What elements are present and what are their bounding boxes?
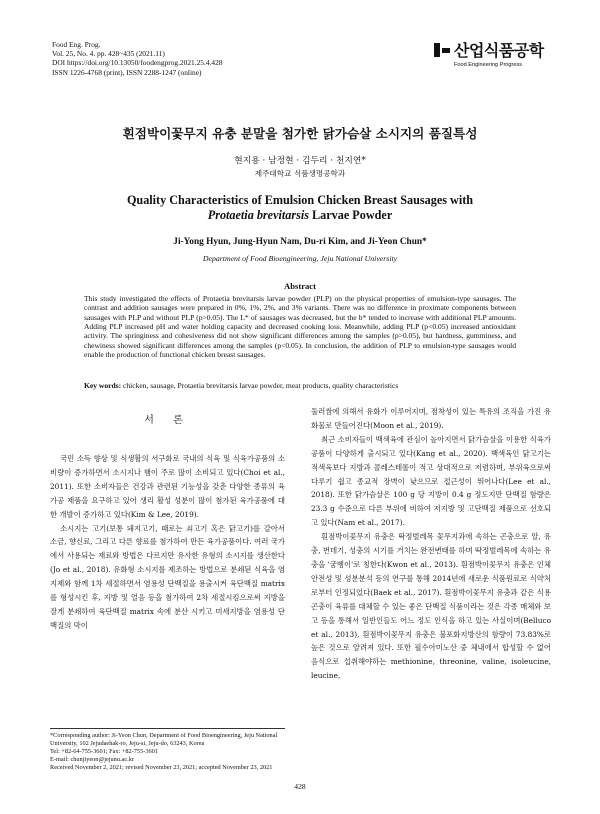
paragraph: 국민 소득 향상 및 식생활의 서구화로 국내의 식육 및 식육가공품의 소비량이 증가하면서 소시지나 햄이 주로 많이 소비되고 있다(Choi et al., 2011). 또한 소비자들은 건강과 관련된 기능성을 갖춘 다양한 종류의 육가공 제품을 요구하고 있어 생리 활성 성분이 많이 첨가된 육가공품에 대한 개발이 증가하고 있다(Kim & Lee, 2019). (50, 454, 285, 519)
keywords (84, 381, 516, 390)
title-english-line2 (0, 208, 600, 223)
journal-logo (432, 38, 552, 68)
affiliation-english: Department of Food Bioengineering, Jeju National University (202, 254, 398, 263)
title-english-tail: Larvae Powder (308, 208, 393, 222)
footnote-divider (50, 728, 285, 729)
logo-mark-icon (432, 40, 452, 60)
section-heading-introduction: 서 론 (144, 415, 191, 426)
journal-doi[interactable]: DOI https://doi.org/10.13050/foodengprog.2021.25.4.428 (52, 58, 223, 68)
affiliation-korean: 제주대학교 식품생명공학과 (254, 169, 346, 178)
abstract-heading: Abstract (284, 281, 316, 291)
footnote-email[interactable]: E-mail: chunjiyeon@jejunu.ac.kr (50, 756, 134, 763)
logo-title: 산업식품공학 (454, 41, 544, 60)
journal-issn: ISSN 1226-4768 (print), ISSN 2288-1247 (online) (52, 67, 202, 77)
abstract-text: This study investigated the effects of Protaetia brevitarsis larvae powder (PLP) on the physical properties of emulsion-type sausages. The contrast and addition sausages were prepared in 0%, 1%, 2%, and 3% variants. There was no difference in proximate components between sausages with PLP and without PLP (p>0.05). The L* of sausages was decreased, but the b* tended to increase with additional PLP amounts. Adding PLP increased pH and water holding capacity and decreased cooking loss. Meanwhile, adding PLP (p<0.05) increased antioxidant activity. The springiness and cohesiveness did not show significant differences among the samples (p>0.05), but hardness, gumminess, and chewiness showed significant differences among the samples (p<0.05). In conclusion, the addition of PLP to emulsion-type sausages would enable the production of functional chicken breast sausages. (84, 294, 516, 360)
footnote-tel: Tel: +82-64-755-3601; Fax: +82-755-3601 (50, 748, 158, 755)
paragraph-continued: 둘러쌈에 의해서 유화가 이루어지며, 점착성이 있는 특유의 조직을 가진 유화물로 만들어진다(Moon et al., 2019). (311, 407, 551, 430)
species-name: Protaetia brevitarsis (207, 208, 309, 222)
paragraph: 소시지는 고기(보통 돼지고기, 때로는 쇠고기 혹은 닭고기)를 갈아서 소금, 향신료, 그리고 다른 향료를 첨가하여 만든 육가공품이다. 여러 국가에서 사용되는 재료와 방법은 다르지만 유사한 유형의 소시지를 생산한다(Jo et al., 2018). 유화형 소시지를 제조하는 방법으로 분쇄된 식육을 염지제와 함께 1차 세절하면서 염용성 단백질을 용출시켜 육단백질 matrix를 형성시킨 후, 지방 및 얼음 등을 첨가하여 2차 세절시킴으로써 지방을 잘게 분쇄하여 육단백질 matrix 속에 분산 시키고 미세지방을 염용성 단백질의 막이 (50, 523, 285, 630)
authors-korean: 현지용 · 남정현 · 김두리 · 천지연* (234, 156, 366, 166)
logo-subtitle: Food Engineering Progress (454, 62, 523, 68)
journal-volume: Vol. 25, No. 4. pp. 428~435 (2021.11) (52, 49, 165, 59)
journal-name: Food Eng. Prog. (52, 40, 101, 49)
body-column-left (50, 452, 285, 633)
paragraph: 최근 소비자들이 백색육에 관심이 높아지면서 닭가슴살을 이용한 식육가공품이 다양하게 출시되고 있다(Kang et al., 2020). 백색육인 닭고기는 적색육보다 지방과 콜레스테롤이 적고 상대적으로 저렴하며, 부위육으로써 다루기 쉽고 종교적 장벽이 낮으므로 접근성이 뛰어나다(Lee et al., 2018). 또한 닭가슴살은 100 g 당 지방이 0.4 g 정도지만 단백질 함량은 23.3 g 수준으로 다른 부위에 비하여 저지방 및 고단백질 제품으로 선호되고 있다(Nam et al., 2017). (311, 434, 551, 528)
keywords-label: Key words: (84, 381, 122, 390)
keywords-list: chicken, sausage, Protaetia brevitarsis larvae powder, meat products, quality characteristics (121, 381, 399, 390)
title-korean: 흰점박이꽃무지 유충 분말을 첨가한 닭가슴살 소시지의 품질특성 (122, 126, 478, 141)
authors-english: Ji-Yong Hyun, Jung-Hyun Nam, Du-ri Kim, and Ji-Yeon Chun* (173, 237, 427, 247)
footnote-dates: Received November 2, 2021; revised November 23, 2021; accepted November 23, 2021 (50, 764, 273, 771)
paragraph: 흰점박이꽃무지 유충은 딱정벌레목 꽃무지과에 속하는 곤충으로 알, 유충, 번데기, 성충의 시기를 거치는 완전변태를 하며 딱정벌레목에 속하는 유충을 '굼벵이'로 칭한다(Kwon et al., 2013). 흰점박이꽃무지 유충은 인체 안전성 및 성분분석 등의 연구를 통해 2014년에 새로운 식품원료로 식약처로부터 인정되었다(Baek et al., 2017). 흰점박이꽃무지 유충과 같은 식용곤충이 육류를 대체할 수 있는 좋은 단백질 식품이라는 것은 각종 매체와 보고 등을 통해서 일반인들도 어느 정도 인식을 하고 있는 사실이며(Belluco et al., 2013), 흰점박이꽃무지 유충은 불포화지방산의 함량이 73.83%로 높은 것으로 알려져 있다. 또한 필수아미노산 중 체내에서 합성할 수 없어 음식으로 섭취해야하는 methionine, threonine, valine, isoleucine, leucine, (311, 532, 551, 681)
body-column-right (311, 405, 551, 683)
corresponding-author-footnote (50, 732, 285, 772)
footnote-corresponding: *Corresponding author: Ji-Yeon Chun, Department of Food Bioengineering, Jeju National University, 102 Jejudaehak-ro, Jeju-si, Jeju-do, 63243, Korea (50, 732, 278, 747)
title-english-line1: Quality Characteristics of Emulsion Chicken Breast Sausages with (126, 193, 474, 207)
page-number: 428 (294, 782, 306, 791)
title-english (0, 193, 600, 223)
journal-header (52, 40, 222, 77)
